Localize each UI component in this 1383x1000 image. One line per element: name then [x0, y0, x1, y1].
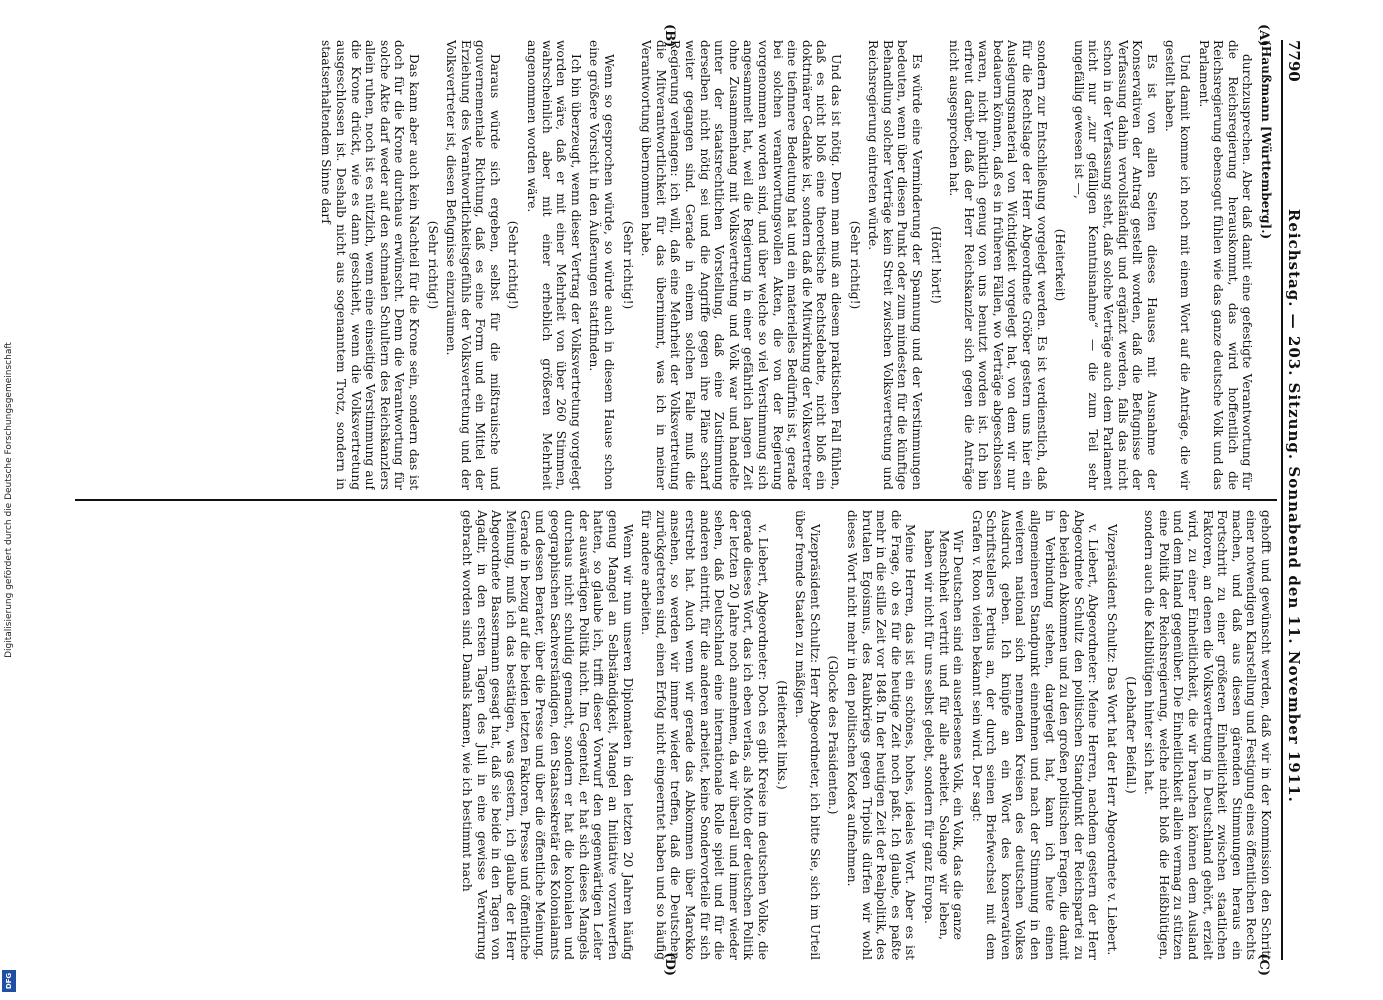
margin-marker-c: (C) — [1255, 953, 1271, 976]
speaker-label: (Haußmann [Württemberg].) — [1258, 40, 1273, 240]
interjection: (Sehr richtig!) — [847, 220, 862, 310]
speech-paragraph: v. Liebert, Abgeordneter: Meine Herren, nachdem gestern der Herr Abgeordnete Schultz den politischen Standpunkt der Reichspartei zu den beiden Abkommen und zu den großen politischen Fragen, die damit in Verbindung stehen, dargelegt hat, kann ich heute einen allgemeineren Standpunkt einnehmen und nach der Stimmung in den weiteren national sich nennenden Kreisen des deutschen Volkes Ausdruck geben. Ich knüpfe an ein Wort des konservativen Schriftstellers Pertius an, der durch seinen Briefwechsel mit dem Grafen v. Roon vielen bekannt sein wird. Der sagt: — [969, 510, 1100, 960]
paragraph: gehofft und gewünscht werden, daß wir in der Kommission den Schritt einer notwendigen Klarstellung und Festigung eines öffentlichen Rechts machen, und daß aus diesen gärenden Stimmungen heraus ein Fortschritt zu einer größeren Einheitlichkeit zwischen staatlichen Faktoren, an denen die Volksvertretung in Deutschland gehört, erzielt wird, zu einer Einheitlichkeit, die wir brauchen können dem Ausland und dem Inland gegenüber. Die Einheitlichkeit allein vermag zu stützen eine Politik der Reichsregierung, welche nicht bloß die Heißblütigen, sondern auch die Kaltblütigen hinter sich hat. — [1141, 510, 1273, 960]
left-column — [77, 40, 1273, 490]
interjection: (Heiterkeit) — [1052, 228, 1067, 302]
paragraph: sondern zur Entschließung vorgelegt werden. Es ist verdienstlich, daß für die Rechtslage der Herr Abgeordnete Gröber gestern uns hier ein Auslegungsmaterial von Wichtigkeit vorgelegt hat, von dem wir nur bedauern können, daß es in früheren Fällen, wo Verträge abgeschlossen waren, nicht pünktlich genug von uns benutzt worden ist. Ich bin erfreut darüber, daß der Herr Reichskanzler sich gegen die Anträge nicht ausgesprochen hat. — [946, 40, 1049, 490]
right-column — [77, 510, 1273, 960]
interjection: (Glocke des Präsidenten.) — [825, 655, 840, 815]
page-number: 7790 — [1284, 40, 1303, 82]
interjection: (Hört! hört!) — [928, 226, 943, 304]
document-page — [67, 20, 1317, 980]
interjection: (Sehr richtig!) — [620, 220, 635, 310]
paragraph: Ich bin überzeugt, wenn dieser Vertrag der Volksvertretung vorgelegt worden wäre, daß er mit einer Mehrheit von über 260 Stimmen, wahrscheinlich aber mit einer erheblich größeren Mehrheit angenommen worden wäre. — [524, 40, 583, 490]
margin-marker-a: (A) — [1255, 24, 1271, 47]
vice-president-statement: Vizepräsident Schultz: Das Wort hat der Herr Abgeordnete v. Liebert. — [1104, 524, 1119, 956]
margin-marker-b: (B) — [661, 24, 677, 48]
paragraph: durchzusprechen. Aber daß damit eine gefestigte Verantwortung für die Reichsregierung herauskommt, das wird hoffentlich die Reichsregierung ebensogut fühlen wie das ganze deutsche Volk und das Parlament. — [1196, 40, 1254, 490]
speech-paragraph: Meine Herren, das ist ein schönes, hohes, ideales Wort. Aber es ist die Frage, ob es für die heutige Zeit noch paßt. Ich glaube, es paßte mehr in die stille Zeit vor 1848. In der heutigen Zeit der Realpolitik, des brutalen Egoismus, des Raubkriegs gegen Tripolis dürfen wir wohl dieses Wort nicht mehr in den politischen Kodex aufnehmen. — [844, 510, 917, 960]
paragraph: Das kann aber auch kein Nachteil für die Krone sein, sondern das ist doch für die Krone durchaus erwünscht. Denn die Verantwortung für solche Akte darf weder auf den schmalen Schultern des Reichskanzlers allein ruhen, noch ist es nützlich, wenn eine einseitige Verstimmung auf die Krone drückt, wie es dann geschieht, wenn die Volksvertretung ausgeschlossen ist. Deshalb nicht aus sogenanntem Trotz, sondern in staatserhaltendem Sinne darf — [318, 40, 421, 490]
interjection: (Sehr richtig!) — [425, 220, 440, 310]
paragraph: Und das ist nötig. Denn man muß an diesem praktischen Fall fühlen, daß es nicht bloß eine theoretische Rechtsdebatte, nicht bloß ein doktrinärer Gedanke ist, sondern daß die Mitwirkung der Volksvertreter eine tiefinnere Bedeutung hat und ein materielles Bedürfnis ist, gerade bei solchen verantwortungsvollen Akten, die von der Regierung vorgenommen worden sind, und über welche so viel Verstimmung sich angesammelt hat, weil die Regierung in einer gefährlich langen Zeit ohne Zusammenhang mit Volksvertretung und Volk war und handelte unter der staatsrechtlichen Vorstellung, daß eine Zustimmung derselben nicht nötig sei und die Angriffe gegen ihre Pläne scharf weiter gegangen sind. Gerade in einem solchen Falle muß die Regierung verlangen: ich will, daß eine Mehrheit der Volksvertretung die Mitverantwortlichkeit für das übernimmt, was ich in meiner Verantwortung übernommen habe. — [638, 40, 843, 490]
quotation: Wir Deutschen sind ein auserlesenes Volk, ein Volk, das die ganze Menschheit vertritt und für alle arbeitet. Solange wir leben, haben wir nicht für uns selbst gelebt, sondern für ganz Europa. — [921, 530, 965, 940]
page-title: Reichstag. — 203. Sitzung. Sonnabend den 11. November 1911. — [1284, 208, 1303, 803]
margin-marker-d: (D) — [661, 952, 677, 976]
credit-text: Digitalisierung gefördert durch die Deutsche Forschungsgemeinschaft — [4, 342, 14, 658]
vice-president-statement: Vizepräsident Schultz: Herr Abgeordneter, ich bitte Sie, sich im Urteil über fremde Staaten zu mäßigen. — [792, 510, 822, 960]
dfg-logo-icon — [2, 970, 16, 992]
column-divider — [75, 499, 1277, 501]
speech-paragraph: v. Liebert, Abgeordneter: Doch es gibt Kreise im deutschen Volke, die gerade dieses Wort, das ich eben verlas, als Motto der deutschen Politik der letzten 20 Jahre noch annehmen, da wir überall und immer wieder sehen, daß Deutschland eine internationale Rolle spielt und für die anderen eintritt, für die anderen arbeitet, keine Sondervorteile für sich erstrebt hat. Auch wenn wir gerade das Abkommen über Marokko ansehen, so werden wir immer wieder treffen, daß die Deutschen zurückgetreten sind, einen Erfolg nicht eingeerntet haben und so häufig für andere arbeiten. — [638, 510, 770, 960]
paragraph: Es ist von allen Seiten dieses Hauses mit Ausnahme der Konservativen der Antrag gestellt worden, daß die Befugnisse der Verfassung dahin vervollständigt und ergänzt werden, falls das nicht schon in der Verfassung steht, daß solche Verträge auch dem Parlament nicht nur „zur gefälligen Kenntnisnahme“ — die zum Teil sehr ungefällig gewesen ist —, — [1071, 40, 1159, 490]
speech-paragraph: Wenn wir nun unseren Diplomaten in den letzten 20 Jahren häufig genug Mangel an Selbständigkeit, Mangel an Initiative vorzuwerfen hatten, so glaube ich, trifft dieser Vorwurf den gegenwärtigen Leiter der auswärtigen Politik nicht. Im Gegenteil, er hat sich dieses Mangels durchaus nicht schuldig gemacht, sondern er hat die kolonialen und geographischen Sachverständigen, den Staatssekretär des Kolonialamts und dessen Berater, über die Presse und über die öffentliche Meinung. Gerade in bezug auf die beiden letzten Faktoren, Presse und öffentliche Meinung, muß ich das bestätigen, was gestern, ich glaube der Herr Abgeordnete Bassermann gesagt hat, daß sie beide in den Tagen von Agadir, in den ersten Tagen des Juli in eine gewisse Verwirrung gebracht worden sind. Damals kamen, wie ich bestimmt nach — [459, 510, 635, 960]
interjection: (Heiterkeit links.) — [774, 680, 789, 790]
interjection: (Sehr richtig!) — [506, 220, 520, 310]
paragraph: Wenn so gesprochen würde, so würde auch in diesem Hause schon eine größere Vorsicht in den Äußerungen stattfinden. — [586, 40, 616, 490]
dfg-logo-text: DFG — [5, 972, 13, 990]
paragraph: Es würde eine Verminderung der Spannung und der Verstimmungen bedeuten, wenn über diesen Punkt oder zum mindesten für die künftige Behandlung solcher Verträge kein Streit zwischen Volksvertretung und Reichsregierung eintreten würde. — [865, 40, 924, 490]
digitization-credit — [0, 0, 18, 1000]
paragraph: Und damit komme ich noch mit einem Wort auf die Anträge, die wir gestellt haben. — [1162, 40, 1192, 490]
paragraph: Daraus würde sich ergeben, selbst für die mißtrauische und gouvernementale Richtung, daß es eine Form und ein Mittel der Erziehung des Verantwortlichkeitsgefühls der Volksvertretung und der Volksvertreter ist, diesen Befugnisse einzuräumen. — [443, 40, 502, 490]
page-header — [1281, 40, 1307, 960]
interjection: (Lebhafter Beifall.) — [1123, 676, 1138, 794]
